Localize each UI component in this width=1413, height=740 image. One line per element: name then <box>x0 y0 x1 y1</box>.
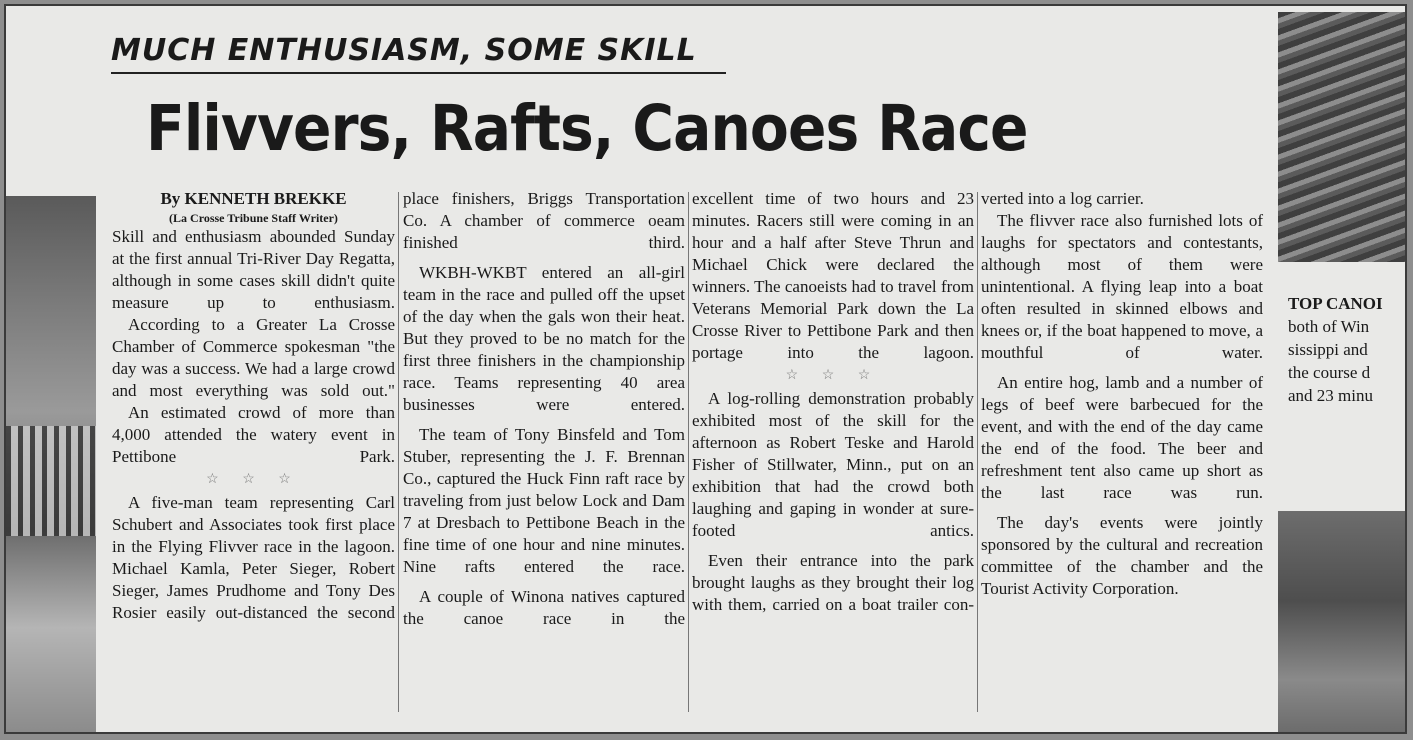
article-column-1 <box>112 188 395 624</box>
left-photo-fragment <box>6 196 96 734</box>
paragraph: WKBH-WKBT entered an all-girl team in the race and pulled off the upset of the day when the gals won their heat. But they proved to be no match for the first three finishers in the championship race. Teams representing 40 area businesses were entered. <box>403 263 685 414</box>
article-column-3 <box>692 188 974 616</box>
paragraph: excellent time of two hours and 23 minutes. Racers still were coming in an hour and a half after Steve Thrun and Michael Chick were declared the winners. The canoeists had to travel from Veterans Memorial Park down the La Crosse River to Pettibone Park and then portage into the lagoon. <box>692 189 974 362</box>
paragraph: The team of Tony Binsfeld and Tom Stuber, representing the J. F. Brennan Co., captured the Huck Finn raft race by traveling from just below Lock and Dam 7 at Dresbach to Pettibone Beach in the fine time of one hour and nine minutes. Nine rafts entered the race. <box>403 425 685 576</box>
caption-line: sissippi and <box>1288 340 1368 359</box>
paragraph: Even their entrance into the park brought laughs as they brought their log with them, carried on a boat trailer con- <box>692 551 974 614</box>
fence-image-detail <box>6 426 96 536</box>
staff-credit: (La Crosse Tribune Staff Writer) <box>169 211 338 225</box>
paragraph: place finishers, Briggs Transportation Co. A chamber of commerce oeam finished third. <box>403 189 685 252</box>
column-rule <box>688 192 689 712</box>
caption-line: and 23 minu <box>1288 386 1373 405</box>
section-stars: ☆ ☆ ☆ <box>206 472 301 487</box>
caption-heading: TOP CANOI <box>1288 294 1383 313</box>
caption-line: both of Win <box>1288 317 1370 336</box>
right-photo-bottom-fragment <box>1278 511 1407 734</box>
kicker-headline: MUCH ENTHUSIASM, SOME SKILL <box>111 32 726 74</box>
paragraph: An entire hog, lamb and a number of legs of beef were barbecued for the event, and with the end of the day came the end of the food. The beer and refreshment tent also came up short as the last race was run. <box>981 373 1263 502</box>
right-photo-top-fragment <box>1278 12 1407 262</box>
paragraph: A log-rolling demonstration probably exhibited most of the skill for the afternoon as Robert Teske and Harold Fisher of Stillwater, Minn., put on an exhibition that had the crowd both laughing and gaping in wonder at sure-footed antics. <box>692 389 974 540</box>
paragraph: An estimated crowd of more than 4,000 attended the watery event in Pettibone Park. <box>112 403 395 466</box>
caption-line: the course d <box>1288 363 1371 382</box>
column-rule <box>398 192 399 712</box>
byline: By KENNETH BREKKE <box>160 189 347 208</box>
article-column-2 <box>403 188 685 630</box>
paragraph: verted into a log carrier. <box>981 189 1144 208</box>
paragraph: A couple of Winona natives captured the canoe race in the <box>403 587 685 628</box>
paragraph: Skill and enthusiasm abounded Sunday at the first annual Tri-River Day Regatta, although in some cases skill didn't quite measure up to enthusiasm. <box>112 227 395 312</box>
paragraph: The flivver race also furnished lots of laughs for spectators and contestants, although most of them were unintentional. A flying leap into a boat often resulted in skinned elbows and knees or, if the boat happened to move, a mouthful of water. <box>981 211 1263 362</box>
paragraph: The day's events were jointly sponsored by the cultural and recreation committee of the chamber and the Tourist Activity Corporation. <box>981 513 1263 598</box>
newspaper-clipping <box>4 4 1407 734</box>
section-stars: ☆ ☆ ☆ <box>785 368 881 383</box>
main-headline: Flivvers, Rafts, Canoes Race <box>146 92 1028 165</box>
photo-caption <box>1288 292 1407 407</box>
column-rule <box>977 192 978 712</box>
paragraph: A five-man team representing Carl Schubert and Associates took first place in the Flying Flivver race in the lagoon. Michael Kamla, Peter Sieger, Robert Sieger, James Prudhome and Tony Des Rosier easily out-distanced the second <box>112 493 395 622</box>
paragraph: According to a Greater La Crosse Chamber of Commerce spokesman "the day was a success. We had a large crowd and most everything was sold out." <box>112 315 395 400</box>
article-column-4 <box>981 188 1263 600</box>
